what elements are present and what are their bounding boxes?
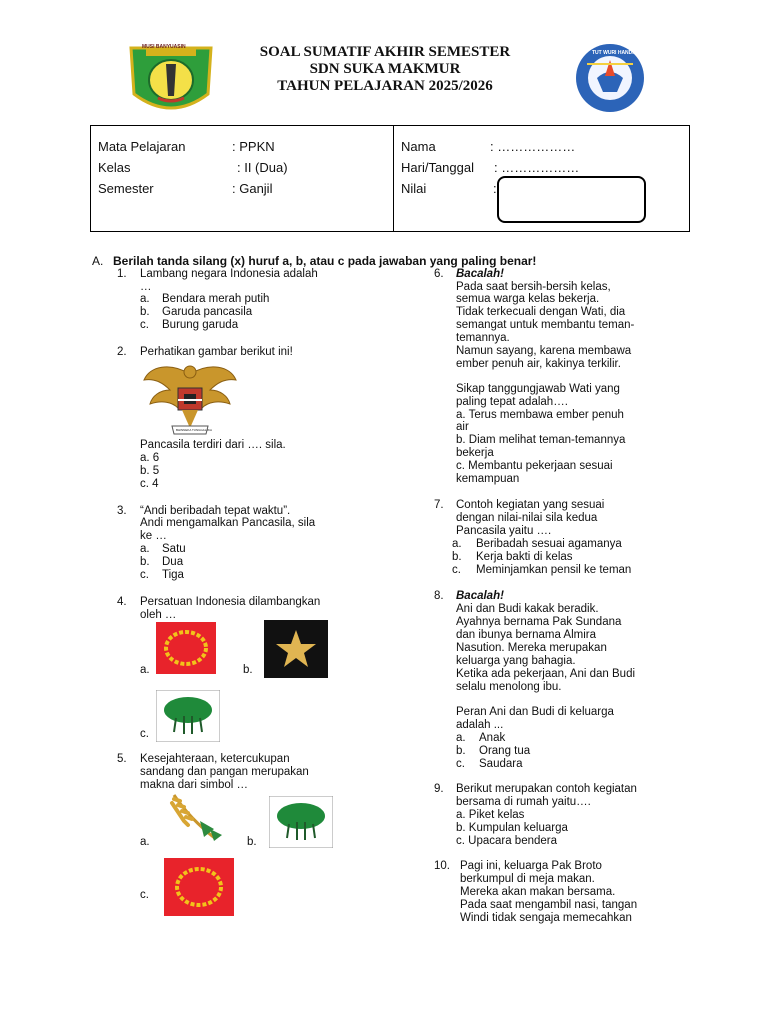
q7-option-a[interactable]: Beribadah sesuai agamanya bbox=[476, 538, 622, 550]
q8-number: 8. bbox=[434, 590, 444, 602]
q6-question-1: Sikap tanggungjawab Wati yang bbox=[456, 383, 620, 395]
tut-wuri-logo-label: TUT WURI HANDAYANI bbox=[592, 50, 647, 56]
q8-option-a[interactable]: Anak bbox=[479, 732, 506, 744]
q7-text-2: dengan nilai-nilai sila kedua bbox=[456, 512, 598, 524]
q4-text-2: oleh … bbox=[140, 609, 177, 621]
q7-number: 7. bbox=[434, 499, 444, 511]
q6-number: 6. bbox=[434, 268, 444, 280]
q10-text-5: Windi tidak sengaja memecahkan bbox=[460, 912, 632, 924]
q3-number: 3. bbox=[117, 505, 127, 517]
q7-text-3: Pancasila yaitu …. bbox=[456, 525, 552, 537]
q6-option-b-2[interactable]: bekerja bbox=[456, 447, 494, 459]
q8-passage-2: Ayahnya bernama Pak Sundana bbox=[456, 616, 622, 628]
q6-option-c[interactable]: c. Membantu pekerjaan sesuai bbox=[456, 460, 613, 472]
q5-text: Kesejahteraan, ketercukupan bbox=[140, 753, 290, 765]
q2-option-a[interactable]: a. 6 bbox=[140, 452, 160, 464]
q8-option-c[interactable]: Saudara bbox=[479, 758, 523, 770]
q7-option-c[interactable]: Meminjamkan pensil ke teman bbox=[476, 564, 632, 576]
q3-option-a-letter[interactable]: a. bbox=[140, 543, 150, 555]
score-colon: : bbox=[493, 181, 497, 196]
garuda-banner-label: BHINNEKA TUNGGAL IKA bbox=[176, 428, 213, 432]
q8-passage-6: Ketika ada pekerjaan, Ani dan Budi bbox=[456, 668, 636, 680]
name-field[interactable]: : ……………… bbox=[490, 139, 576, 154]
q1-number: 1. bbox=[117, 268, 127, 280]
q1-option-c[interactable]: Burung garuda bbox=[162, 319, 239, 331]
banyan-tree-icon[interactable] bbox=[156, 690, 220, 742]
class-value: : II (Dua) bbox=[237, 160, 288, 175]
q5-option-c[interactable]: c. bbox=[140, 889, 149, 901]
q3-text-3: ke … bbox=[140, 530, 167, 542]
q1-option-a-letter[interactable]: a. bbox=[140, 293, 150, 305]
q9-option-b[interactable]: b. Kumpulan keluarga bbox=[456, 822, 568, 834]
subject-label: Mata Pelajaran bbox=[98, 139, 186, 154]
q1-text: Lambang negara Indonesia adalah bbox=[140, 268, 318, 280]
q8-question-1: Peran Ani dan Budi di keluarga bbox=[456, 706, 614, 718]
q3-option-c-letter[interactable]: c. bbox=[140, 569, 149, 581]
q7-option-a-letter[interactable]: a. bbox=[452, 538, 462, 550]
q2-text: Perhatikan gambar berikut ini! bbox=[140, 346, 293, 358]
q10-text-1: Pagi ini, keluarga Pak Broto bbox=[460, 860, 602, 872]
q10-number: 10. bbox=[434, 860, 450, 872]
q6-passage-7: ember penuh air, kakinya terkilir. bbox=[456, 358, 621, 370]
school-year: TAHUN PELAJARAN 2025/2026 bbox=[277, 78, 493, 94]
q5-option-a[interactable]: a. bbox=[140, 836, 150, 848]
q2-number: 2. bbox=[117, 346, 127, 358]
q7-text: Contoh kegiatan yang sesuai bbox=[456, 499, 605, 511]
exam-title: SOAL SUMATIF AKHIR SEMESTER bbox=[259, 44, 511, 60]
q6-option-c-2[interactable]: kemampuan bbox=[456, 473, 520, 485]
q10-text-2: berkumpul di meja makan. bbox=[460, 873, 595, 885]
q5-text-3: makna dari simbol … bbox=[140, 779, 249, 791]
chain-symbol-icon-q5[interactable] bbox=[164, 858, 234, 916]
q6-passage-2: semua warga kelas bekerja. bbox=[456, 293, 600, 305]
q8-option-c-letter[interactable]: c. bbox=[456, 758, 465, 770]
q4-text: Persatuan Indonesia dilambangkan bbox=[140, 596, 321, 608]
rice-cotton-icon[interactable] bbox=[160, 791, 228, 847]
banyan-tree-icon-q5[interactable] bbox=[269, 796, 333, 848]
q3-option-c[interactable]: Tiga bbox=[162, 569, 184, 581]
q6-option-b[interactable]: b. Diam melihat teman-temannya bbox=[456, 434, 626, 446]
q7-option-c-letter[interactable]: c. bbox=[452, 564, 461, 576]
q8-option-b[interactable]: Orang tua bbox=[479, 745, 531, 757]
muba-logo-label: MUSI BANYUASIN bbox=[142, 44, 186, 50]
semester-label: Semester bbox=[98, 181, 154, 196]
q6-option-a[interactable]: a. Terus membawa ember penuh bbox=[456, 409, 624, 421]
q2-question: Pancasila terdiri dari …. sila. bbox=[140, 439, 286, 451]
q3-text-2: Andi mengamalkan Pancasila, sila bbox=[140, 517, 316, 529]
q6-option-a-2[interactable]: air bbox=[456, 421, 469, 433]
school-name: SDN SUKA MAKMUR bbox=[309, 61, 461, 77]
q9-text-2: bersama di rumah yaitu…. bbox=[456, 796, 591, 808]
q3-option-a[interactable]: Satu bbox=[162, 543, 186, 555]
q10-text-3: Mereka akan makan bersama. bbox=[460, 886, 616, 898]
q9-number: 9. bbox=[434, 783, 444, 795]
q5-option-b[interactable]: b. bbox=[247, 836, 257, 848]
q4-number: 4. bbox=[117, 596, 127, 608]
q6-passage-5: temannya. bbox=[456, 332, 510, 344]
q2-option-b[interactable]: b. 5 bbox=[140, 465, 160, 477]
q6-passage-6: Namun sayang, karena membawa bbox=[456, 345, 632, 357]
q6-passage-4: semangat untuk membantu teman- bbox=[456, 319, 635, 331]
q8-passage-3: dan ibunya bernama Almira bbox=[456, 629, 596, 641]
q5-text-2: sandang dan pangan merupakan bbox=[140, 766, 309, 778]
q3-text: “Andi beribadah tepat waktu”. bbox=[140, 505, 291, 517]
date-field[interactable]: : ……………… bbox=[494, 160, 580, 175]
section-instruction: Berilah tanda silang (x) huruf a, b, atau c pada jawaban yang paling benar! bbox=[113, 254, 537, 268]
q8-option-a-letter[interactable]: a. bbox=[456, 732, 466, 744]
score-box[interactable] bbox=[497, 176, 646, 223]
q1-text-2: … bbox=[140, 281, 152, 293]
q8-question-2: adalah ... bbox=[456, 719, 504, 731]
q4-option-c[interactable]: c. bbox=[140, 728, 149, 740]
q8-passage-1: Ani dan Budi kakak beradik. bbox=[456, 603, 599, 615]
q4-option-a[interactable]: a. bbox=[140, 664, 150, 676]
date-label: Hari/Tanggal bbox=[401, 160, 474, 175]
q6-passage-3: Tidak terkecuali dengan Wati, dia bbox=[456, 306, 626, 318]
q2-option-c[interactable]: c. 4 bbox=[140, 478, 159, 490]
class-label: Kelas bbox=[98, 160, 131, 175]
q6-question-2: paling tepat adalah…. bbox=[456, 396, 568, 408]
q8-option-b-letter[interactable]: b. bbox=[456, 745, 466, 757]
semester-value: : Ganjil bbox=[232, 181, 273, 196]
q9-option-c[interactable]: c. Upacara bendera bbox=[456, 835, 558, 847]
q9-option-a[interactable]: a. Piket kelas bbox=[456, 809, 525, 821]
q1-option-c-letter[interactable]: c. bbox=[140, 319, 149, 331]
q7-option-b-letter[interactable]: b. bbox=[452, 551, 462, 563]
q6-title: Bacalah! bbox=[456, 268, 504, 280]
q1-option-b-letter[interactable]: b. bbox=[140, 306, 150, 318]
q7-option-b[interactable]: Kerja bakti di kelas bbox=[476, 551, 573, 563]
q5-number: 5. bbox=[117, 753, 127, 765]
q6-passage-1: Pada saat bersih-bersih kelas, bbox=[456, 281, 611, 293]
q1-option-a[interactable]: Bendara merah putih bbox=[162, 293, 270, 305]
chain-symbol-icon[interactable] bbox=[156, 622, 216, 674]
q3-option-b[interactable]: Dua bbox=[162, 556, 184, 568]
subject-value: : PPKN bbox=[232, 139, 275, 154]
name-label: Nama bbox=[401, 139, 436, 154]
q9-text: Berikut merupakan contoh kegiatan bbox=[456, 783, 637, 795]
identity-divider bbox=[393, 126, 394, 231]
q8-passage-4: Nasution. Mereka merupakan bbox=[456, 642, 607, 654]
section-letter: A. bbox=[92, 254, 104, 268]
q8-passage-5: keluarga yang bahagia. bbox=[456, 655, 576, 667]
q8-passage-7: selalu menolong ibu. bbox=[456, 681, 562, 693]
score-label: Nilai bbox=[401, 181, 427, 196]
star-symbol-icon[interactable] bbox=[264, 620, 328, 678]
q8-title: Bacalah! bbox=[456, 590, 504, 602]
q10-text-4: Pada saat mengambil nasi, tangan bbox=[460, 899, 638, 911]
q1-option-b[interactable]: Garuda pancasila bbox=[162, 306, 253, 318]
q3-option-b-letter[interactable]: b. bbox=[140, 556, 150, 568]
q4-option-b[interactable]: b. bbox=[243, 664, 253, 676]
